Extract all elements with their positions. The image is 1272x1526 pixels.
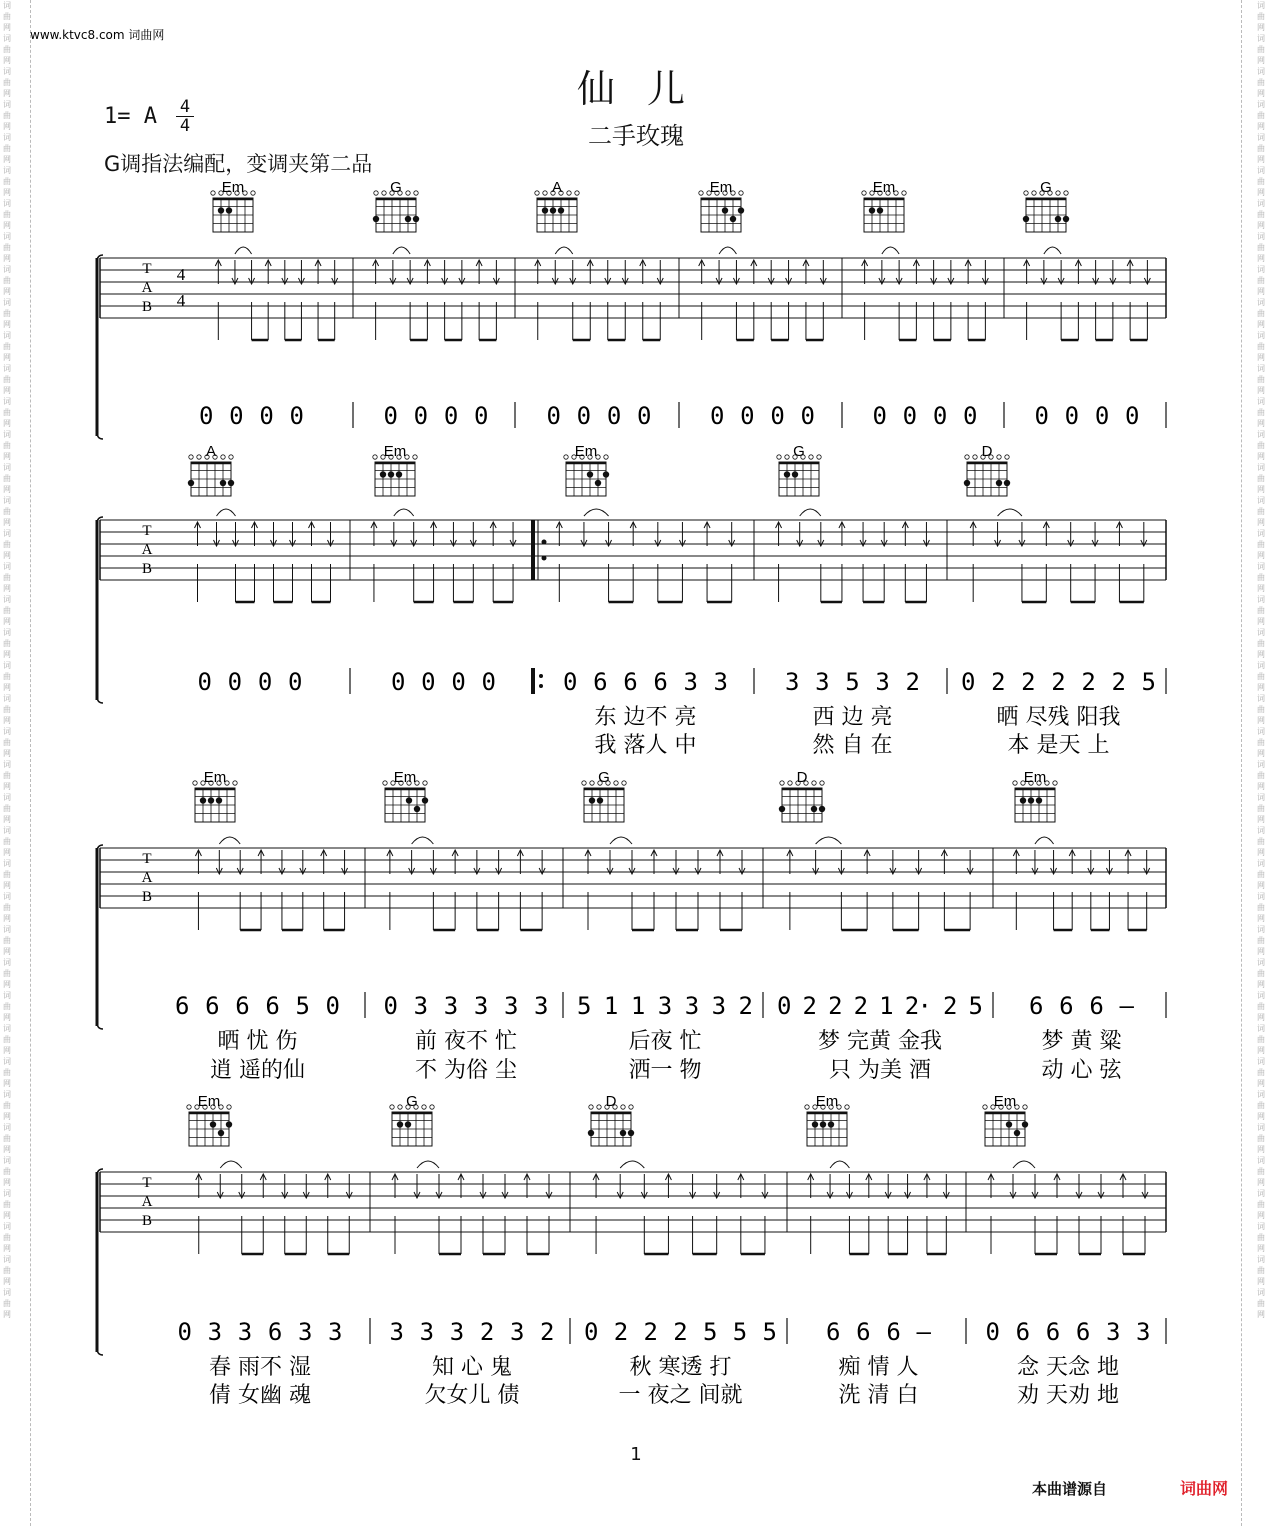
chord-name: Em (574, 443, 598, 460)
chord-diagram (862, 179, 906, 232)
finger-dot (208, 797, 214, 803)
chord-diagram (588, 1093, 634, 1146)
lyric-line-1: 痴 情 人 (838, 1355, 919, 1380)
chord-diagram (582, 769, 626, 822)
open-string-mark (589, 1105, 593, 1109)
artist-name: 二手玫瑰 (588, 122, 684, 150)
jianpu-notes: 0 6 6 6 3 3 (563, 668, 728, 696)
jianpu-notes: 6 6 6 — (1029, 992, 1134, 1020)
chord-name: Em (1023, 769, 1047, 786)
chord-diagram (211, 179, 255, 232)
jianpu-notes: 0 0 0 0 (391, 668, 496, 696)
finger-dot (406, 797, 412, 803)
finger-dot (595, 480, 601, 486)
tie-arc (219, 837, 240, 844)
tie-arc (816, 837, 842, 844)
tab-clef-letter: B (141, 889, 153, 905)
tab-time-signature: 4 (176, 265, 186, 284)
chord-diagram (805, 1093, 849, 1146)
chord-diagram (193, 769, 237, 822)
brand-logo[interactable]: 词曲网 (1180, 1479, 1229, 1498)
open-string-mark (382, 191, 386, 195)
open-string-mark (423, 781, 427, 785)
open-string-mark (233, 781, 237, 785)
finger-dot (550, 207, 556, 213)
open-string-mark (575, 191, 579, 195)
open-string-mark (1032, 191, 1036, 195)
key-signature: 1= A (104, 104, 157, 129)
open-string-mark (193, 781, 197, 785)
finger-dot (820, 1121, 826, 1127)
chord-diagram (188, 443, 234, 496)
open-string-mark (622, 781, 626, 785)
open-string-mark (699, 191, 703, 195)
open-string-mark (430, 1105, 434, 1109)
finger-dot (558, 207, 564, 213)
tab-clef-letter: A (141, 280, 153, 296)
open-string-mark (621, 1105, 625, 1109)
jianpu-notes: 0 0 0 0 (872, 402, 978, 430)
open-string-mark (614, 781, 618, 785)
lyric-line-1: 梦 完黄 金我 (818, 1029, 942, 1054)
jianpu-notes: 0 6 6 6 3 3 (985, 1318, 1151, 1346)
finger-dot (1036, 797, 1042, 803)
right-watermark: 词曲网词曲网词曲网词曲网词曲网词曲网词曲网词曲网词曲网词曲网词曲网词曲网词曲网词曲网词曲网词曲网词曲网词曲网词曲网词曲网词曲网词曲网词曲网词曲网词曲网词曲网词曲网词曲网词曲网词曲网词曲网词曲网词曲网词曲网词曲网词曲网词曲网词曲网词曲网词曲网 (1257, 1, 1265, 1319)
finger-dot (792, 471, 798, 477)
open-string-mark (902, 191, 906, 195)
jianpu-notes: 0 0 0 0 (710, 402, 815, 430)
chord-diagram (1023, 179, 1069, 232)
repeat-dot (539, 674, 543, 678)
chord-diagram (535, 179, 579, 232)
finger-dot (396, 471, 402, 477)
finger-dot (388, 471, 394, 477)
chord-name: Em (815, 1093, 839, 1110)
chord-name: Em (383, 443, 407, 460)
chord-name: G (1040, 179, 1052, 196)
lyric-line-2: 本 是天 上 (1007, 733, 1110, 758)
lyric-line-2: 一 夜之 间就 (618, 1383, 743, 1408)
jianpu-notes: 6 6 6 — (826, 1318, 931, 1346)
lyric-line-1: 念 天念 地 (1017, 1355, 1119, 1380)
finger-dot (1004, 480, 1010, 486)
finger-dot (588, 1130, 594, 1136)
finger-dot (414, 806, 420, 812)
repeat-dot (539, 684, 543, 688)
open-string-mark (413, 455, 417, 459)
tie-arc (235, 247, 252, 254)
tab-clef-letter: A (141, 542, 153, 558)
lyric-line-1: 知 心 鬼 (432, 1355, 512, 1380)
tab-clef-letter: T (142, 261, 152, 277)
jianpu-notes: 3 3 3 2 3 2 (389, 1318, 555, 1346)
tie-arc (584, 509, 609, 516)
open-string-mark (567, 191, 571, 195)
chord-diagram (373, 179, 419, 232)
open-string-mark (383, 781, 387, 785)
jianpu-notes: 3 3 5 3 2 (785, 668, 920, 696)
lyric-line-1: 梦 黄 粱 (1041, 1029, 1122, 1054)
open-string-mark (406, 191, 410, 195)
jianpu-notes: 0 3 3 3 3 3 (383, 992, 549, 1020)
open-string-mark (739, 191, 743, 195)
open-string-mark (1013, 781, 1017, 785)
finger-dot (603, 471, 609, 477)
lyric-line-2: 劝 天劝 地 (1017, 1383, 1119, 1408)
lyric-line-2: 只 为美 酒 (829, 1058, 931, 1083)
finger-dot (228, 480, 234, 486)
tie-arc (555, 247, 573, 254)
jianpu-notes: 0 0 0 0 (197, 668, 303, 696)
lyric-line-1: 后夜 忙 (628, 1029, 702, 1054)
lyric-line-2: 不 为俗 尘 (415, 1058, 517, 1083)
finger-dot (226, 207, 232, 213)
open-string-mark (211, 191, 215, 195)
chord-name: D (605, 1093, 617, 1110)
chord-diagram (187, 1093, 232, 1146)
jianpu-notes: 5 1 1 3 3 3 2 (577, 992, 753, 1020)
finger-dot (422, 797, 428, 803)
finger-dot (828, 1121, 834, 1127)
lyric-line-2: 倩 女幽 魂 (209, 1383, 311, 1408)
jianpu-notes: 0 0 0 0 (383, 402, 489, 430)
finger-dot (216, 797, 222, 803)
lyric-line-1: 秋 寒透 打 (629, 1355, 732, 1380)
open-string-mark (820, 781, 824, 785)
song-title: 仙 儿 (576, 67, 696, 111)
chord-name: G (390, 179, 402, 196)
tie-arc (220, 1161, 242, 1168)
jianpu-notes: 0 2 2 2 1 2· 2 5 (777, 992, 983, 1020)
open-string-mark (197, 455, 201, 459)
jianpu-notes: 0 2 2 2 5 5 5 (584, 1318, 777, 1346)
lyric-line-1: 晒 忧 伤 (217, 1029, 298, 1054)
finger-dot (220, 480, 226, 486)
lyric-line-1: 晒 尽残 阳我 (996, 705, 1121, 730)
chord-diagram (777, 443, 821, 496)
finger-dot (218, 207, 224, 213)
chord-name: Em (393, 769, 417, 786)
open-string-mark (817, 455, 821, 459)
chord-name: Em (203, 769, 227, 786)
tab-clef-letter: A (141, 1194, 153, 1210)
finger-dot (730, 216, 736, 222)
finger-dot (812, 1121, 818, 1127)
chord-name: Em (221, 179, 245, 196)
finger-dot (738, 207, 744, 213)
tab-clef-letter: T (142, 1175, 152, 1191)
chord-name: Em (197, 1093, 221, 1110)
tie-arc (830, 1161, 849, 1168)
lyric-line-1: 东 边不 亮 (594, 705, 697, 730)
finger-dot (226, 1121, 232, 1127)
site-url[interactable]: www.ktvc8.com 词曲网 (30, 28, 165, 42)
chord-name: Em (709, 179, 733, 196)
finger-dot (628, 1130, 634, 1136)
finger-dot (1020, 797, 1026, 803)
finger-dot (811, 806, 817, 812)
chord-diagram (699, 179, 744, 232)
tie-arc (610, 837, 632, 844)
lyric-line-1: 春 雨不 湿 (209, 1355, 311, 1380)
open-string-mark (629, 1105, 633, 1109)
lyric-line-2: 然 自 在 (812, 733, 893, 758)
source-label: 本曲谱源自 (1032, 1480, 1108, 1498)
finger-dot (1063, 216, 1069, 222)
lyric-line-2: 欠女儿 债 (424, 1383, 520, 1408)
tab-clef-letter: T (142, 523, 152, 539)
chord-name: A (205, 443, 217, 460)
finger-dot (218, 1130, 224, 1136)
time-sig-top: 4 (179, 97, 191, 117)
finger-dot (1055, 216, 1061, 222)
tie-arc (393, 247, 410, 254)
chord-name: Em (872, 179, 896, 196)
finger-dot (964, 480, 970, 486)
lyric-line-2: 洗 清 白 (838, 1383, 919, 1408)
open-string-mark (373, 455, 377, 459)
chord-name: D (981, 443, 993, 460)
finger-dot (1022, 1121, 1028, 1127)
open-string-mark (543, 191, 547, 195)
chord-name: G (598, 769, 610, 786)
time-sig-bottom: 4 (176, 116, 194, 135)
lyric-line-2: 洒一 物 (628, 1058, 702, 1083)
open-string-mark (229, 455, 233, 459)
finger-dot (413, 216, 419, 222)
tab-clef-letter: A (141, 870, 153, 886)
finger-dot (597, 797, 603, 803)
tie-arc (998, 509, 1022, 516)
jianpu-notes: 0 3 3 6 3 3 (177, 1318, 343, 1346)
open-string-mark (597, 1105, 601, 1109)
chord-diagram (983, 1093, 1028, 1146)
open-string-mark (1056, 191, 1060, 195)
finger-dot (877, 207, 883, 213)
open-string-mark (1005, 455, 1009, 459)
finger-dot (397, 1121, 403, 1127)
lyric-line-2: 我 落人 中 (594, 733, 697, 758)
page-number: 1 (630, 1444, 642, 1465)
chord-name: A (551, 179, 563, 196)
open-string-mark (965, 455, 969, 459)
open-string-mark (187, 1105, 191, 1109)
tie-arc (217, 509, 236, 516)
jianpu-notes: 0 0 0 0 (1034, 402, 1140, 430)
capo-note: G调指法编配，变调夹第二品 (104, 152, 373, 176)
finger-dot (1006, 1121, 1012, 1127)
open-string-mark (1053, 781, 1057, 785)
finger-dot (542, 207, 548, 213)
tie-arc (882, 247, 899, 254)
chord-name: G (406, 1093, 418, 1110)
open-string-mark (189, 455, 193, 459)
lyric-line-1: 前 夜不 忙 (415, 1029, 517, 1054)
tab-clef-letter: T (142, 851, 152, 867)
open-string-mark (251, 191, 255, 195)
finger-dot (779, 806, 785, 812)
open-string-mark (414, 191, 418, 195)
tie-arc (800, 509, 821, 516)
tab-clef-letter: B (141, 561, 153, 577)
finger-dot (819, 806, 825, 812)
open-string-mark (788, 781, 792, 785)
jianpu-notes: 0 0 0 0 (546, 402, 652, 430)
tab-clef-letter: B (141, 299, 153, 315)
open-string-mark (809, 455, 813, 459)
repeat-dot (542, 556, 547, 561)
tie-arc (1035, 837, 1054, 844)
chord-diagram (383, 769, 428, 822)
open-string-mark (997, 455, 1001, 459)
tie-arc (719, 247, 736, 254)
finger-dot (1028, 797, 1034, 803)
tie-arc (417, 1161, 439, 1168)
finger-dot (405, 216, 411, 222)
chord-name: D (796, 769, 808, 786)
open-string-mark (973, 455, 977, 459)
finger-dot (200, 797, 206, 803)
jianpu-notes: 0 2 2 2 2 2 5 (961, 668, 1156, 696)
chord-diagram (964, 443, 1010, 496)
finger-dot (589, 797, 595, 803)
open-string-mark (221, 455, 225, 459)
left-watermark: 词曲网词曲网词曲网词曲网词曲网词曲网词曲网词曲网词曲网词曲网词曲网词曲网词曲网词曲网词曲网词曲网词曲网词曲网词曲网词曲网词曲网词曲网词曲网词曲网词曲网词曲网词曲网词曲网词曲网词曲网词曲网词曲网词曲网词曲网词曲网词曲网词曲网词曲网词曲网词曲网 (3, 1, 11, 1319)
finger-dot (722, 207, 728, 213)
open-string-mark (582, 781, 586, 785)
finger-dot (188, 480, 194, 486)
open-string-mark (785, 455, 789, 459)
open-string-mark (805, 1105, 809, 1109)
open-string-mark (390, 1105, 394, 1109)
tie-arc (620, 1161, 644, 1168)
open-string-mark (590, 781, 594, 785)
lyric-line-2: 动 心 弦 (1041, 1058, 1122, 1083)
finger-dot (620, 1130, 626, 1136)
finger-dot (405, 1121, 411, 1127)
repeat-dot (542, 540, 547, 545)
open-string-mark (862, 191, 866, 195)
chord-diagram (779, 769, 825, 822)
finger-dot (210, 1121, 216, 1127)
open-string-mark (535, 191, 539, 195)
open-string-mark (845, 1105, 849, 1109)
open-string-mark (1024, 191, 1028, 195)
finger-dot (380, 471, 386, 477)
tie-arc (412, 837, 434, 844)
tie-arc (1013, 1161, 1035, 1168)
tab-time-signature: 4 (176, 291, 186, 310)
tie-arc (394, 509, 414, 516)
chord-name: G (793, 443, 805, 460)
finger-dot (996, 480, 1002, 486)
open-string-mark (1064, 191, 1068, 195)
open-string-mark (227, 1105, 231, 1109)
jianpu-notes: 0 0 0 0 (199, 402, 304, 430)
chord-diagram (373, 443, 417, 496)
finger-dot (373, 216, 379, 222)
finger-dot (1023, 216, 1029, 222)
finger-dot (869, 207, 875, 213)
finger-dot (1014, 1130, 1020, 1136)
open-string-mark (983, 1105, 987, 1109)
tie-arc (1044, 247, 1061, 254)
chord-name: Em (993, 1093, 1017, 1110)
finger-dot (587, 471, 593, 477)
open-string-mark (777, 455, 781, 459)
chord-diagram (1013, 769, 1057, 822)
chord-diagram (564, 443, 609, 496)
jianpu-notes: 6 6 6 6 5 0 (175, 992, 340, 1020)
tab-clef-letter: B (141, 1213, 153, 1229)
open-string-mark (374, 191, 378, 195)
open-string-mark (422, 1105, 426, 1109)
open-string-mark (1023, 1105, 1027, 1109)
chord-diagram (390, 1093, 434, 1146)
lyric-line-1: 西 边 亮 (812, 705, 893, 730)
open-string-mark (564, 455, 568, 459)
open-string-mark (780, 781, 784, 785)
lyric-line-2: 逍 遥的仙 (210, 1058, 305, 1083)
open-string-mark (398, 1105, 402, 1109)
finger-dot (784, 471, 790, 477)
open-string-mark (812, 781, 816, 785)
open-string-mark (604, 455, 608, 459)
